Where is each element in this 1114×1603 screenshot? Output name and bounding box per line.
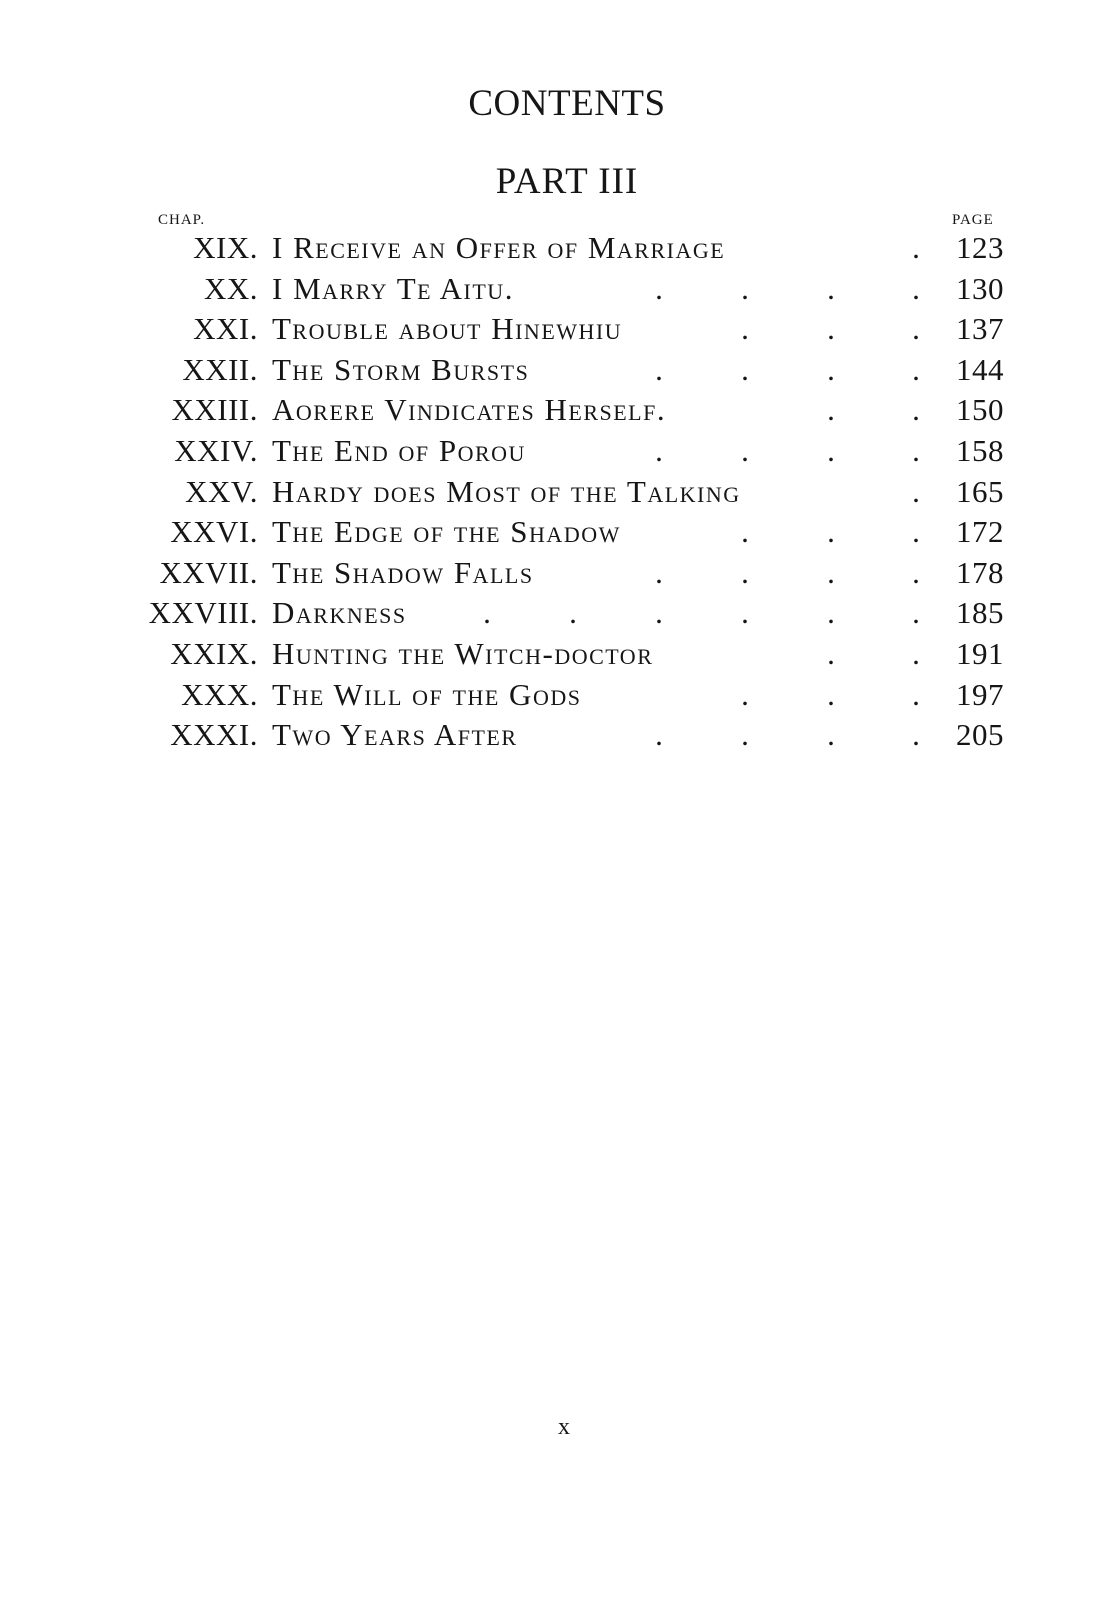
page-number: 150 bbox=[956, 392, 1004, 428]
chapter-number: XXVII. bbox=[159, 554, 258, 590]
toc-entry bbox=[0, 309, 1114, 350]
page-number: 178 bbox=[956, 554, 1004, 590]
page-number: 144 bbox=[956, 351, 1004, 387]
page-number: 205 bbox=[956, 717, 1004, 753]
chapter-title: Two Years After bbox=[272, 717, 518, 753]
chapter-title: I Marry Te Aitu. bbox=[272, 270, 514, 306]
leader-dots: . . . . bbox=[655, 554, 920, 590]
chapter-number: XXVIII. bbox=[148, 595, 258, 631]
chapter-title: Trouble about Hinewhiu bbox=[272, 311, 623, 347]
page-number: 165 bbox=[956, 473, 1004, 509]
chap-column-header: CHAP. bbox=[158, 212, 206, 228]
chapter-number: XXII. bbox=[182, 351, 258, 387]
leader-dots: . bbox=[912, 473, 920, 509]
toc-entry bbox=[0, 269, 1114, 310]
leader-dots: . . . . bbox=[655, 351, 920, 387]
leader-dots: . . . bbox=[741, 514, 920, 550]
toc-entry bbox=[0, 553, 1114, 594]
leader-dots: . . bbox=[827, 392, 920, 428]
toc-entry bbox=[0, 512, 1114, 553]
folio-page-number: x bbox=[558, 1414, 570, 1440]
toc-entry bbox=[0, 228, 1114, 269]
page-number: 123 bbox=[956, 230, 1004, 265]
chapter-number: XXVI. bbox=[170, 514, 258, 550]
page-number: 137 bbox=[956, 311, 1004, 347]
leader-dots: . . . . . . bbox=[483, 595, 920, 631]
chapter-title: The End of Porou bbox=[272, 432, 526, 468]
chapter-title: The Storm Bursts bbox=[272, 351, 530, 387]
page-title: CONTENTS bbox=[468, 83, 666, 124]
leader-dots: . . . bbox=[741, 676, 920, 712]
table-of-contents bbox=[0, 228, 1114, 756]
leader-dots: . . . bbox=[741, 311, 920, 347]
toc-entry bbox=[0, 715, 1114, 756]
toc-entry bbox=[0, 593, 1114, 634]
toc-entry bbox=[0, 634, 1114, 675]
chapter-number: XXX. bbox=[181, 676, 258, 712]
leader-dots: . . . . bbox=[655, 717, 920, 753]
toc-entry bbox=[0, 431, 1114, 472]
chapter-number: XXIV. bbox=[174, 432, 258, 468]
leader-dots: . . bbox=[827, 635, 920, 671]
toc-entry bbox=[0, 675, 1114, 716]
chapter-number: XXIX. bbox=[170, 635, 258, 671]
toc-entry bbox=[0, 390, 1114, 431]
page-number: 130 bbox=[956, 270, 1004, 306]
page-number: 172 bbox=[956, 514, 1004, 550]
leader-dots: . . . . bbox=[655, 432, 920, 468]
page-column-header: PAGE bbox=[952, 212, 994, 228]
chapter-number: XXXI. bbox=[170, 717, 258, 753]
chapter-title: The Shadow Falls bbox=[272, 554, 534, 590]
chapter-number: XIX. bbox=[193, 230, 258, 265]
chapter-title: Hardy does Most of the Talking bbox=[272, 473, 741, 509]
chapter-number: XXI. bbox=[193, 311, 258, 347]
chapter-title: The Will of the Gods bbox=[272, 676, 582, 712]
leader-dots: . bbox=[912, 230, 920, 265]
chapter-title: The Edge of the Shadow bbox=[272, 514, 621, 550]
chapter-title: Aorere Vindicates Herself. bbox=[272, 392, 667, 428]
page-number: 185 bbox=[956, 595, 1004, 631]
chapter-number: XX. bbox=[203, 270, 258, 306]
page-number: 158 bbox=[956, 432, 1004, 468]
page-number: 191 bbox=[956, 635, 1004, 671]
page-number: 197 bbox=[956, 676, 1004, 712]
chapter-number: XXIII. bbox=[171, 392, 258, 428]
chapter-title: Darkness bbox=[272, 595, 407, 631]
chapter-title: Hunting the Witch-doctor bbox=[272, 635, 654, 671]
chapter-title: I Receive an Offer of Marriage bbox=[272, 230, 726, 265]
toc-entry bbox=[0, 350, 1114, 391]
part-heading: PART III bbox=[495, 161, 639, 202]
leader-dots: . . . . bbox=[655, 270, 920, 306]
toc-entry bbox=[0, 472, 1114, 513]
chapter-number: XXV. bbox=[185, 473, 258, 509]
